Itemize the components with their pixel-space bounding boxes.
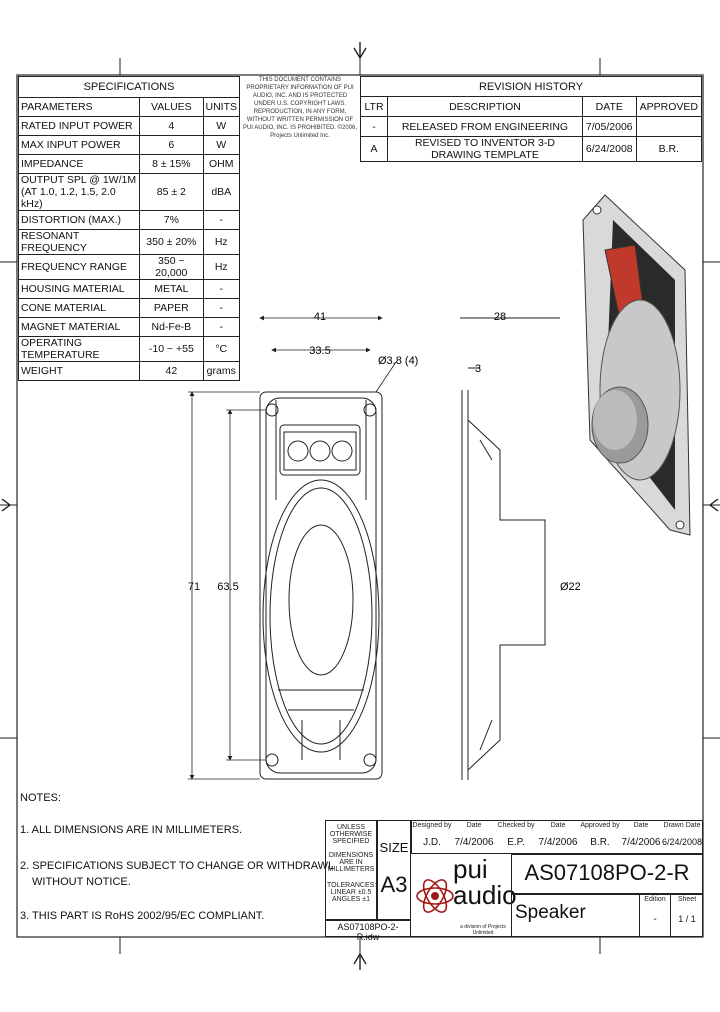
edition-value: - [653,914,657,925]
spec-unit: - [203,211,240,230]
date-value: 7/4/2006 [621,837,661,848]
spec-value: 42 [140,362,203,381]
table-row [19,155,240,174]
spec-param: FREQUENCY RANGE [19,255,140,280]
spec-param: RATED INPUT POWER [19,117,140,136]
side-view [440,300,580,790]
spec-value: PAPER [140,299,203,318]
tolerance-note: UNLESS OTHERWISE SPECIFIED [329,824,373,845]
note-item: WITHOUT NOTICE. [32,876,131,888]
file-name: AS07108PO-2-R.idw [337,922,399,942]
rev-ltr: - [361,117,388,137]
spec-unit: - [203,299,240,318]
spec-param: MAGNET MATERIAL [19,318,140,337]
rev-date: 6/24/2008 [582,137,636,162]
note-item: 1. ALL DIMENSIONS ARE IN MILLIMETERS. [20,824,243,836]
spec-param: CONE MATERIAL [19,299,140,318]
col-header-description: DESCRIPTION [388,97,583,117]
spec-param: WEIGHT [19,362,140,381]
size-value: A3 [380,872,408,897]
logo-text-audio: audio [453,880,517,910]
rev-approved [636,117,701,137]
table-row [361,137,702,162]
part-name: Speaker [515,902,586,923]
rev-approved: B.R. [636,137,701,162]
designed-by-value: J.D. [423,837,441,848]
spec-value: 6 [140,136,203,155]
drawn-date-value: 6/24/2008 [661,837,703,847]
col-header-values: VALUES [140,98,203,117]
logo-text-pui: pui [453,854,488,884]
tolerance-note: DIMENSIONS ARE IN MILLIMETERS [327,852,375,873]
designed-by-label: Designed by [412,822,452,829]
table-row [19,230,240,255]
proprietary-notice: THIS DOCUMENT CONTAINS PROPRIETARY INFORMATION OF PUI AUDIO, INC. AND IS PROTECTED UNDER U.S. COPYRIGHT LAWS. REPRODUCTION, IN ANY FORM, WITHOUT WRITTEN PERMISSION OF PUI AUDIO, INC. IS PROHIBITED. ©2006, Projects Unlimited Inc. [242,77,358,139]
front-view [180,300,419,790]
edition-label: Edition [644,896,666,903]
table-row [19,136,240,155]
spec-unit: W [203,136,240,155]
rev-date: 7/05/2006 [582,117,636,137]
dim-height-71: 71 [187,581,201,593]
spec-value: 7% [140,211,203,230]
checked-by-value: E.P. [507,837,525,848]
col-header-approved: APPROVED [636,97,701,117]
dim-hole-spacing: 33.5 [309,345,331,357]
spec-unit: OHM [203,155,240,174]
spec-value: 85 ± 2 [140,174,203,211]
spec-unit: °C [203,337,240,362]
table-row [361,117,702,137]
spec-param: OPERATING TEMPERATURE [19,337,140,362]
spec-param: DISTORTION (MAX.) [19,211,140,230]
col-header-units: UNITS [203,98,240,117]
table-row [19,174,240,211]
tolerance-note: TOLERANCES: LINEAR ±0.5 ANGLES ±1 [327,882,377,903]
revision-history-table [360,76,702,162]
approved-by-label: Approved by [580,822,620,829]
spec-value: 350 ~ 20,000 [140,255,203,280]
part-number: AS07108PO-2-R [524,860,690,885]
spec-param: HOUSING MATERIAL [19,280,140,299]
dim-depth: 28 [493,311,507,323]
spec-param: RESONANT FREQUENCY [19,230,140,255]
dim-hole-spacing-v: 63.5 [217,581,239,593]
date-label: Date [633,822,649,829]
logo-tagline: a division of Projects Unlimited [460,924,506,936]
note-item: 3. THIS PART IS RoHS 2002/95/EC COMPLIANT. [20,910,265,922]
drawn-date-label: Drawn Date [663,822,701,829]
spec-unit: Hz [203,230,240,255]
date-value: 7/4/2006 [454,837,494,848]
col-header-parameters: PARAMETERS [19,98,140,117]
dim-magnet-dia: Ø22 [560,581,581,593]
approved-by-value: B.R. [590,837,610,848]
col-header-ltr: LTR [361,97,388,117]
table-row [19,255,240,280]
spec-value: 8 ± 15% [140,155,203,174]
specifications-title: SPECIFICATIONS [19,77,240,98]
spec-param: IMPEDANCE [19,155,140,174]
date-label: Date [466,822,482,829]
sheet-label: Sheet [677,896,697,903]
table-row [19,280,240,299]
isometric-view [575,190,695,540]
spec-unit: - [203,280,240,299]
date-value: 7/4/2006 [538,837,578,848]
notes-title: NOTES: [20,792,61,804]
dim-hole-dia: Ø3.8 (4) [378,355,419,367]
table-row [19,211,240,230]
dim-width-41: 41 [313,311,327,323]
rev-description: REVISED TO INVENTOR 3-D DRAWING TEMPLATE [388,137,583,162]
spec-unit: W [203,117,240,136]
spec-unit: grams [203,362,240,381]
spec-value: Nd-Fe-B [140,318,203,337]
spec-unit: Hz [203,255,240,280]
spec-value: METAL [140,280,203,299]
spec-value: 4 [140,117,203,136]
note-item: 2. SPECIFICATIONS SUBJECT TO CHANGE OR WITHDRAWL [20,860,335,872]
spec-param: MAX INPUT POWER [19,136,140,155]
spec-unit: dBA [203,174,240,211]
pui-audio-logo-icon [415,860,455,932]
revision-history-title: REVISION HISTORY [361,77,702,97]
rev-description: RELEASED FROM ENGINEERING [388,117,583,137]
title-block [325,820,703,942]
rev-ltr: A [361,137,388,162]
spec-value: 350 ± 20% [140,230,203,255]
col-header-date: DATE [582,97,636,117]
spec-value: -10 ~ +55 [140,337,203,362]
dim-flange: 3 [475,363,482,375]
spec-unit: - [203,318,240,337]
spec-param: OUTPUT SPL @ 1W/1M (AT 1.0, 1.2, 1.5, 2.0 kHz) [19,174,140,211]
date-label: Date [550,822,566,829]
sheet-value: 1 / 1 [678,914,696,924]
table-row [19,117,240,136]
size-label: SIZE [379,840,409,855]
checked-by-label: Checked by [497,822,535,829]
